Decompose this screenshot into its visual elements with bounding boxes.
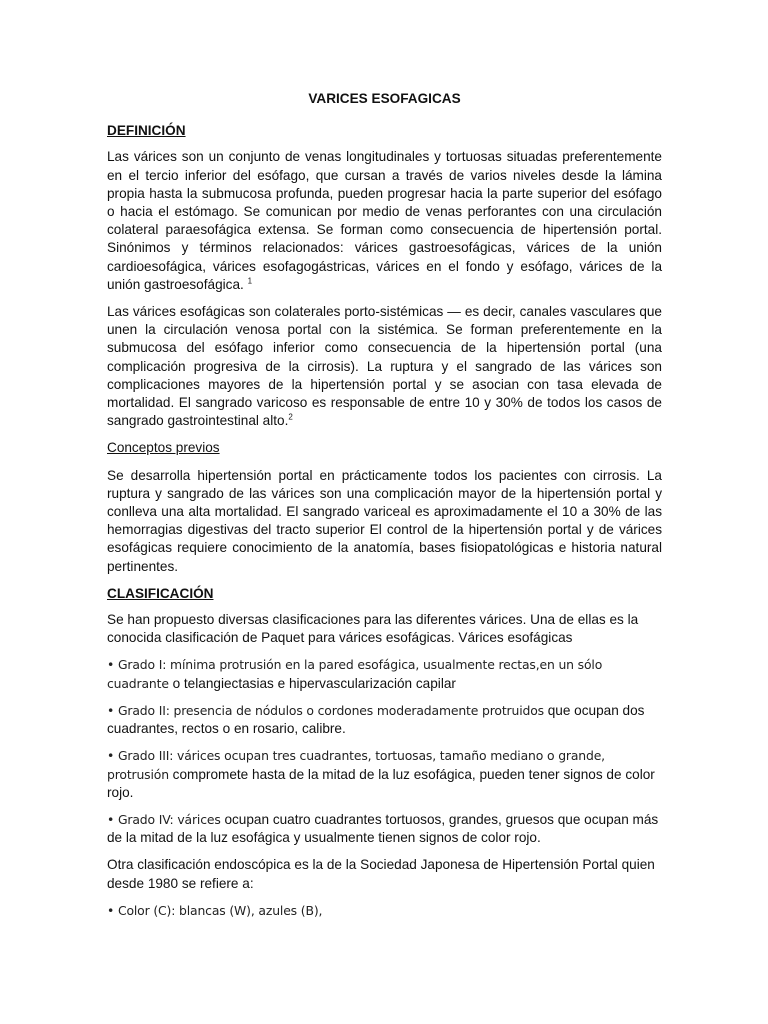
grade-item-3 [107, 747, 662, 802]
paragraph-definicion-2 [107, 303, 662, 430]
grade-2-label: • Grado II: presencia de nódulos o cordones moderadamente protruidos [107, 702, 544, 718]
grade-item-2 [107, 702, 662, 738]
grade-item-1 [107, 656, 662, 692]
grade-3-label: • Grado III: várices ocupan tres cuadrantes, tortuosas, tamaño mediano o grande, protrusión [107, 748, 605, 782]
paragraph-text: Las várices esofágicas son colaterales porto-sistémicas — es decir, canales vasculares que unen la circulación venosa portal con la sistémica. Se forman preferentemente en la submucosa del esófago inferior como consecuencia de la hipertensión portal (una complicación progresiva de la cirrosis). La ruptura y el sangrado de las várices son complicaciones mayores de la hipertensión portal y se asocian con tasa elevada de mortalidad. El sangrado varicoso es responsable de entre 10 y 30% de todos los casos de sangrado gastrointestinal alto. [107, 304, 662, 429]
paragraph-definicion-1 [107, 148, 662, 294]
grade-4-text: ocupan cuatro cuadrantes tortuosos, grandes, gruesos que ocupan más de la mitad de la luz esofágica y usualmente tienen signos de color rojo. [107, 811, 659, 846]
paragraph-text: Las várices son un conjunto de venas longitudinales y tortuosas situadas preferentemente en el tercio inferior del esófago, que cursan a través de varios niveles desde la lámina propia hasta la submucosa profunda, pueden progresar hacia la parte superior del esófago o hacia el estómago. Se comunican por medio de venas perforantes con una circulación colateral paraesofágica extensa. Se forman como consecuencia de hipertensión portal. Sinónimos y términos relacionados: várices gastroesofágicas, várices de la unión cardioesofágica, várices esofagogástricas, várices en el fondo y esófago, várices de la unión gastroesofágica. [107, 149, 662, 292]
footnote-ref-1: 1 [247, 276, 253, 286]
document-page [107, 90, 662, 929]
grade-item-4 [107, 811, 662, 847]
heading-definicion: DEFINICIÓN [107, 123, 186, 139]
grade-4-label: • Grado IV: várices [107, 811, 221, 827]
paragraph-otra-clasificacion: Otra clasificación endoscópica es la de la Sociedad Japonesa de Hipertensión Portal quien desde 1980 se refiere a: [107, 857, 655, 891]
grade-3-text: compromete hasta de la mitad de la luz esofágica, pueden tener signos de color rojo. [107, 766, 655, 800]
grade-1-label: • Grado I: mínima protrusión en la pared esofágica, usualmente rectas,en un sólo cuadrante [107, 657, 603, 691]
document-title: VARICES ESOFAGICAS [308, 91, 461, 106]
grade-2-text: que ocupan dos cuadrantes, rectos o en rosario, calibre. [107, 702, 645, 737]
paragraph-clasificacion-intro: Se han propuesto diversas clasificaciones para las diferentes várices. Una de ellas es la conocida clasificación de Paquet para várices esofágicas. Várices esofágicas [107, 612, 639, 646]
heading-conceptos-previos: Conceptos previos [107, 440, 220, 456]
paragraph-conceptos: Se desarrolla hipertensión portal en prácticamente todos los pacientes con cirrosis. La ruptura y sangrado de las várices son una complicación mayor de la hipertensión portal y conlleva una alta mortalidad. El sangrado variceal es aproximadamente el 10 a 30% de las hemorragias digestivas del tracto superior El control de la hipertensión portal y de várices esofágicas requiere conocimiento de la anatomía, bases fisiopatológicas e historia natural pertinentes. [107, 467, 662, 574]
color-item-text: • Color (C): blancas (W), azules (B), [107, 902, 323, 918]
color-item [107, 902, 662, 920]
grade-1-text: o telangiectasias e hipervascularización capilar [168, 675, 456, 691]
heading-clasificacion: CLASIFICACIÓN [107, 585, 214, 601]
footnote-ref-2: 2 [288, 412, 293, 422]
